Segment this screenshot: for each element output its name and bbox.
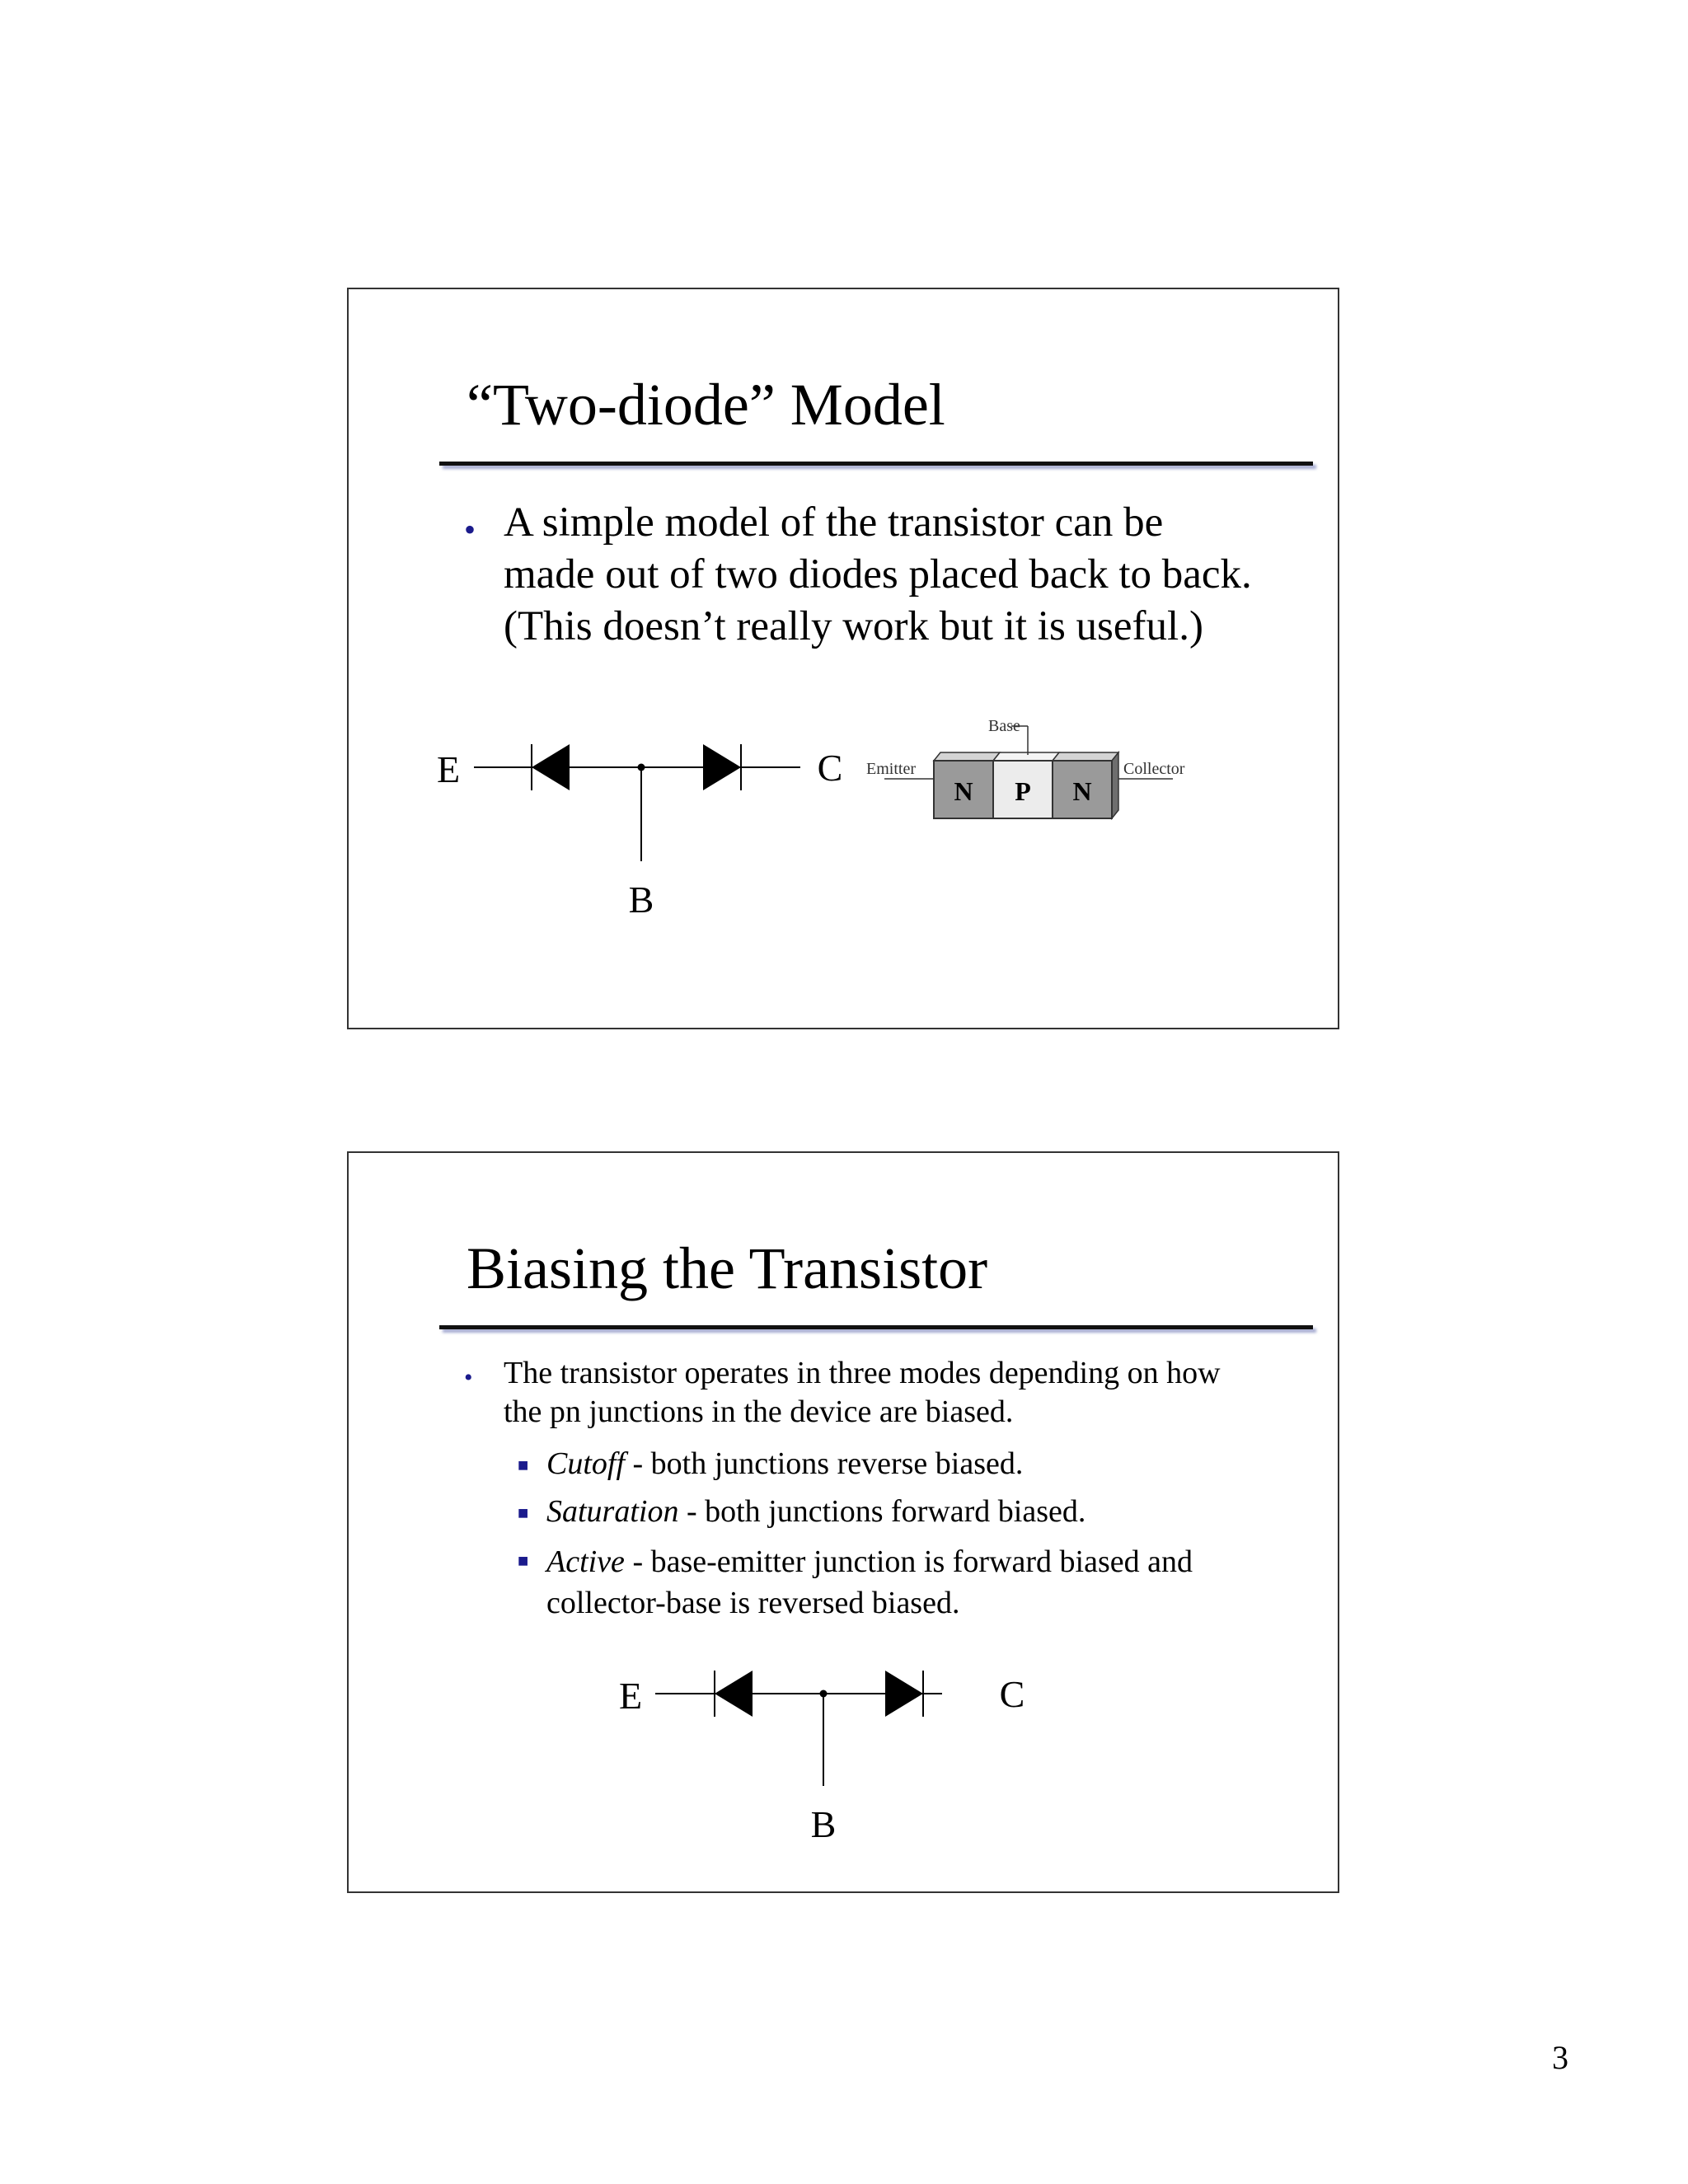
square-bullet-icon: ■ bbox=[518, 1502, 529, 1523]
slide-title: “Two-diode” Model bbox=[467, 372, 945, 438]
mode-term: Saturation bbox=[546, 1494, 679, 1529]
page-number: 3 bbox=[1552, 2039, 1568, 2076]
collector-lead-label: Collector bbox=[1123, 760, 1185, 778]
mode-description: - both junctions forward biased. bbox=[678, 1494, 1086, 1529]
mode-description-cont: collector-base is reversed biased. bbox=[546, 1586, 960, 1620]
sub-bullet-saturation bbox=[546, 1493, 1085, 1530]
collector-label: C bbox=[817, 747, 843, 789]
slide-two-diode-model bbox=[347, 288, 1339, 1029]
base-lead-label: Base bbox=[988, 717, 1020, 735]
slide-title: Biasing the Transistor bbox=[467, 1235, 988, 1301]
mode-term: Active bbox=[546, 1544, 625, 1579]
diode-left-icon bbox=[532, 744, 570, 790]
mode-description: - both junctions reverse biased. bbox=[625, 1446, 1024, 1481]
mode-description: - base-emitter junction is forward biased and bbox=[624, 1544, 1193, 1579]
sub-bullet-cutoff bbox=[546, 1446, 1023, 1482]
square-bullet-icon: ■ bbox=[518, 1455, 529, 1475]
slide-biasing-the-transistor bbox=[347, 1151, 1339, 1893]
diode-left-icon bbox=[715, 1671, 753, 1717]
square-bullet-icon: ■ bbox=[518, 1550, 529, 1571]
collector-label: C bbox=[999, 1673, 1025, 1715]
bullet-icon: • bbox=[464, 511, 476, 548]
bullet-line: made out of two diodes placed back to back. bbox=[504, 551, 1252, 598]
bullet-line: The transistor operates in three modes depending on how bbox=[504, 1356, 1221, 1390]
title-underline bbox=[439, 1325, 1313, 1329]
bullet-icon: • bbox=[464, 1364, 473, 1391]
emitter-label: E bbox=[436, 748, 461, 790]
npn-structure-diagram bbox=[866, 717, 1305, 841]
emitter-lead-label: Emitter bbox=[866, 760, 916, 778]
two-diode-circuit bbox=[349, 701, 876, 965]
bullet-text bbox=[504, 497, 1252, 653]
bullet-line: A simple model of the transistor can be bbox=[504, 499, 1164, 546]
bullet-line: (This doesn’t really work but it is useful.) bbox=[504, 603, 1203, 649]
base-label: B bbox=[628, 879, 654, 921]
two-diode-circuit bbox=[513, 1647, 1025, 1886]
mode-term: Cutoff bbox=[546, 1446, 626, 1481]
diode-right-icon bbox=[703, 744, 741, 790]
title-underline bbox=[439, 462, 1313, 466]
base-label: B bbox=[810, 1803, 837, 1845]
emitter-label: E bbox=[618, 1675, 643, 1717]
block-label: P bbox=[1015, 776, 1031, 806]
block-label: N bbox=[1072, 776, 1092, 806]
junction-node bbox=[820, 1690, 828, 1698]
block-label: N bbox=[954, 776, 973, 806]
bullet-text bbox=[504, 1354, 1221, 1432]
sub-bullet-active bbox=[546, 1541, 1193, 1624]
junction-node bbox=[638, 764, 645, 771]
diode-right-icon bbox=[885, 1671, 923, 1717]
bullet-line: the pn junctions in the device are biased. bbox=[504, 1394, 1014, 1429]
